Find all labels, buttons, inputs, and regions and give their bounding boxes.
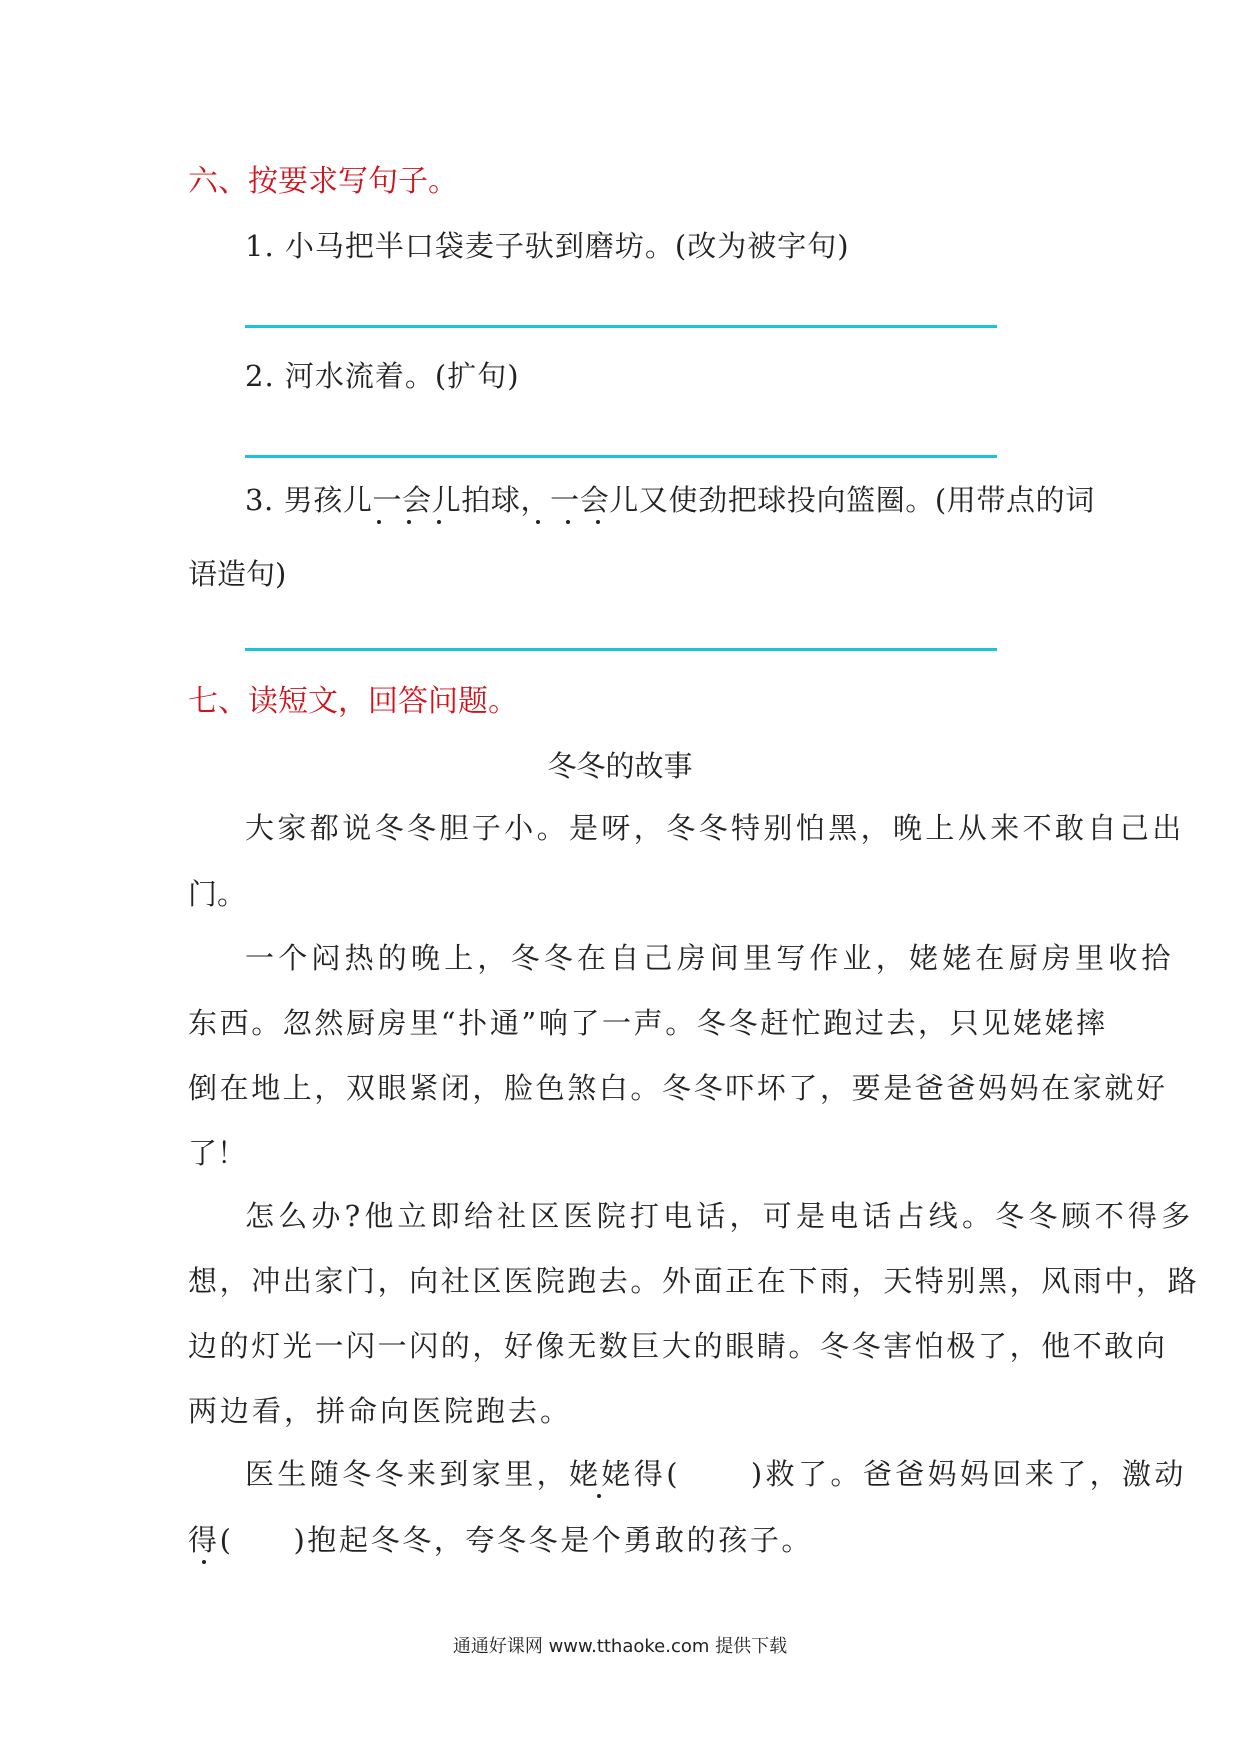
story-p1-line-1: 大家都说冬冬胆子小。是呀，冬冬特别怕黑，晚上从来不敢自己出 bbox=[245, 811, 1185, 845]
story-p4-line-2-start: 得( bbox=[188, 1523, 234, 1557]
story-p4-line-2 bbox=[188, 1522, 813, 1558]
question-3-line-1: 3. 男孩儿一会儿拍球，一会儿又使劲把球投向篮圈。(用带点的词 bbox=[245, 483, 1095, 517]
story-p4-line-2-end: )抱起冬冬，夸冬冬是个勇敢的孩子。 bbox=[293, 1523, 814, 1557]
emphasis-dot bbox=[596, 520, 600, 524]
question-2: 2. 河水流着。(扩句) bbox=[245, 359, 520, 393]
section-6-heading: 六、按要求写句子。 bbox=[188, 164, 458, 199]
question-1: 1. 小马把半口袋麦子驮到磨坊。(改为被字句) bbox=[245, 229, 850, 263]
story-title: 冬冬的故事 bbox=[547, 749, 693, 783]
answer-line-2[interactable] bbox=[245, 455, 997, 458]
emphasis-dot bbox=[377, 520, 381, 524]
emphasis-dot bbox=[437, 520, 441, 524]
story-p3-line-1: 怎么办?他立即给社区医院打电话，可是电话占线。冬冬顾不得多 bbox=[245, 1199, 1195, 1233]
story-p3-line-3: 边的灯光一闪一闪的，好像无数巨大的眼睛。冬冬害怕极了，他不敢向 bbox=[188, 1329, 1168, 1363]
story-p2-line-1: 一个闷热的晚上，冬冬在自己房间里写作业，姥姥在厨房里收拾 bbox=[245, 941, 1175, 975]
story-p4-line-1 bbox=[245, 1456, 1187, 1492]
story-p2-line-2: 东西。忽然厨房里“扑通”响了一声。冬冬赶忙跑过去，只见姥姥摔 bbox=[188, 1006, 1108, 1040]
story-p3-line-4: 两边看，拼命向医院跑去。 bbox=[188, 1394, 573, 1428]
question-3-line-2: 语造句) bbox=[188, 557, 287, 591]
emphasis-dot bbox=[597, 1494, 601, 1498]
emphasis-dot bbox=[407, 520, 411, 524]
story-p1-line-2: 门。 bbox=[188, 877, 247, 911]
answer-line-1[interactable] bbox=[245, 325, 997, 328]
section-7-heading: 七、读短文，回答问题。 bbox=[188, 684, 518, 719]
emphasis-dot bbox=[536, 520, 540, 524]
footer-source: 通通好课网 www.tthaoke.com 提供下载 bbox=[452, 1636, 788, 1657]
story-p2-line-3: 倒在地上，双眼紧闭，脸色煞白。冬冬吓坏了，要是爸爸妈妈在家就好 bbox=[188, 1071, 1168, 1105]
emphasis-dot bbox=[566, 520, 570, 524]
emphasis-dot bbox=[202, 1560, 206, 1564]
story-p4-line-1-start: 医生随冬冬来到家里，姥姥得( bbox=[245, 1457, 681, 1491]
story-p2-line-4: 了！ bbox=[188, 1136, 247, 1170]
story-p4-line-1-end: )救了。爸爸妈妈回来了，激动 bbox=[750, 1457, 1187, 1491]
story-p3-line-2: 想，冲出家门，向社区医院跑去。外面正在下雨，天特别黑，风雨中，路 bbox=[188, 1264, 1200, 1298]
answer-line-3[interactable] bbox=[245, 648, 997, 651]
